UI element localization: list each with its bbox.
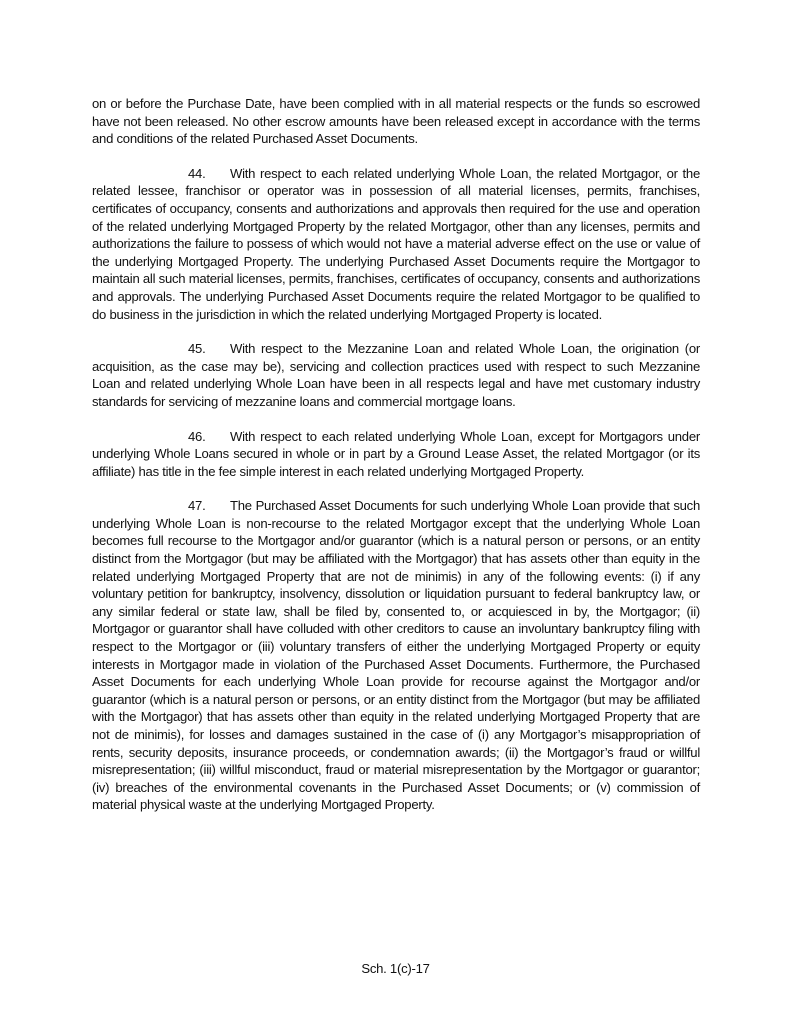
paragraph-45 [92,340,700,410]
paragraph-number: 46. [188,428,206,444]
paragraph-number: 44. [188,165,206,181]
document-page [92,95,700,831]
paragraph-number: 47. [188,498,206,514]
paragraph-text: on or before the Purchase Date, have been complied with in all material respects or the funds so escrowed have not been released. No other escrow amounts have been released except in accordance with the terms and conditions of the related Purchased Asset Documents. [92,96,700,147]
paragraph-44 [92,165,700,323]
paragraph-text: With respect to each related underlying Whole Loan, the related Mortgagor, or the related lessee, franchisor or operator was in possession of all material licenses, permits, franchises, certificates of occupancy, consents and authorizations and approvals then required for the use and operation of the related underlying Mortgaged Property by the related Mortgagor, other than any licenses, permits and authorizations the failure to possess of which would not have a material adverse effect on the use or value of the underlying Mortgaged Property. The underlying Purchased Asset Documents require the Mortgagor to maintain all such material licenses, permits, franchises, certificates of occupancy, consents and authorizations and approvals. The underlying Purchased Asset Documents require the related Mortgagor to be qualified to do business in the jurisdiction in which the related underlying Mortgaged Property is located. [92,165,700,322]
paragraph-text: With respect to each related underlying Whole Loan, except for Mortgagors under underlying Whole Loans secured in whole or in part by a Ground Lease Asset, the related Mortgagor (or its affiliate) has title in the fee simple interest in each related underlying Mortgaged Property. [92,428,700,479]
paragraph-text: With respect to the Mezzanine Loan and related Whole Loan, the origination (or acquisition, as the case may be), servicing and collection practices used with respect to such Mezzanine Loan and related underlying Whole Loan have been in all respects legal and have met customary industry standards for servicing of mezzanine loans and commercial mortgage loans. [92,341,700,409]
paragraph-47 [92,497,700,814]
paragraph-text: The Purchased Asset Documents for such underlying Whole Loan provide that such underlying Whole Loan is non-recourse to the related Mortgagor except that the underlying Whole Loan becomes full recourse to the Mortgagor and/or guarantor (which is a natural person or persons, or an entity distinct from the Mortgagor (but may be affiliated with the Mortgagor) that has assets other than equity in the related underlying Mortgaged Property that are not de minimis) in any of the following events: (i) if any voluntary petition for bankruptcy, insolvency, dissolution or liquidation pursuant to federal bankruptcy law, or any similar federal or state law, shall be filed by, consented to, or acquiesced in by, the Mortgagor; (ii) Mortgagor or guarantor shall have colluded with other creditors to cause an involuntary bankruptcy filing with respect to the Mortgagor or (iii) voluntary transfers of either the underlying Mortgaged Property or equity interests in Mortgagor made in violation of the Purchased Asset Documents. Furthermore, the Purchased Asset Documents for each underlying Whole Loan provide for recourse against the Mortgagor and/or guarantor (which is a natural person or persons, or an entity distinct from the Mortgagor (but may be affiliated with the Mortgagor) that has assets other than equity in the related underlying Mortgaged Property that are not de minimis), for losses and damages sustained in the case of (i) any Mortgagor’s misappropriation of rents, security deposits, insurance proceeds, or condemnation awards; (ii) the Mortgagor’s fraud or willful misrepresentation; (iii) willful misconduct, fraud or material misrepresentation by the Mortgagor or guarantor; (iv) breaches of the environmental covenants in the Purchased Asset Documents; or (v) commission of material physical waste at the underlying Mortgaged Property. [92,498,700,813]
paragraph-continuation [92,95,700,148]
page-number-footer: Sch. 1(c)-17 [361,961,430,976]
paragraph-46 [92,428,700,481]
paragraph-number: 45. [188,341,206,357]
